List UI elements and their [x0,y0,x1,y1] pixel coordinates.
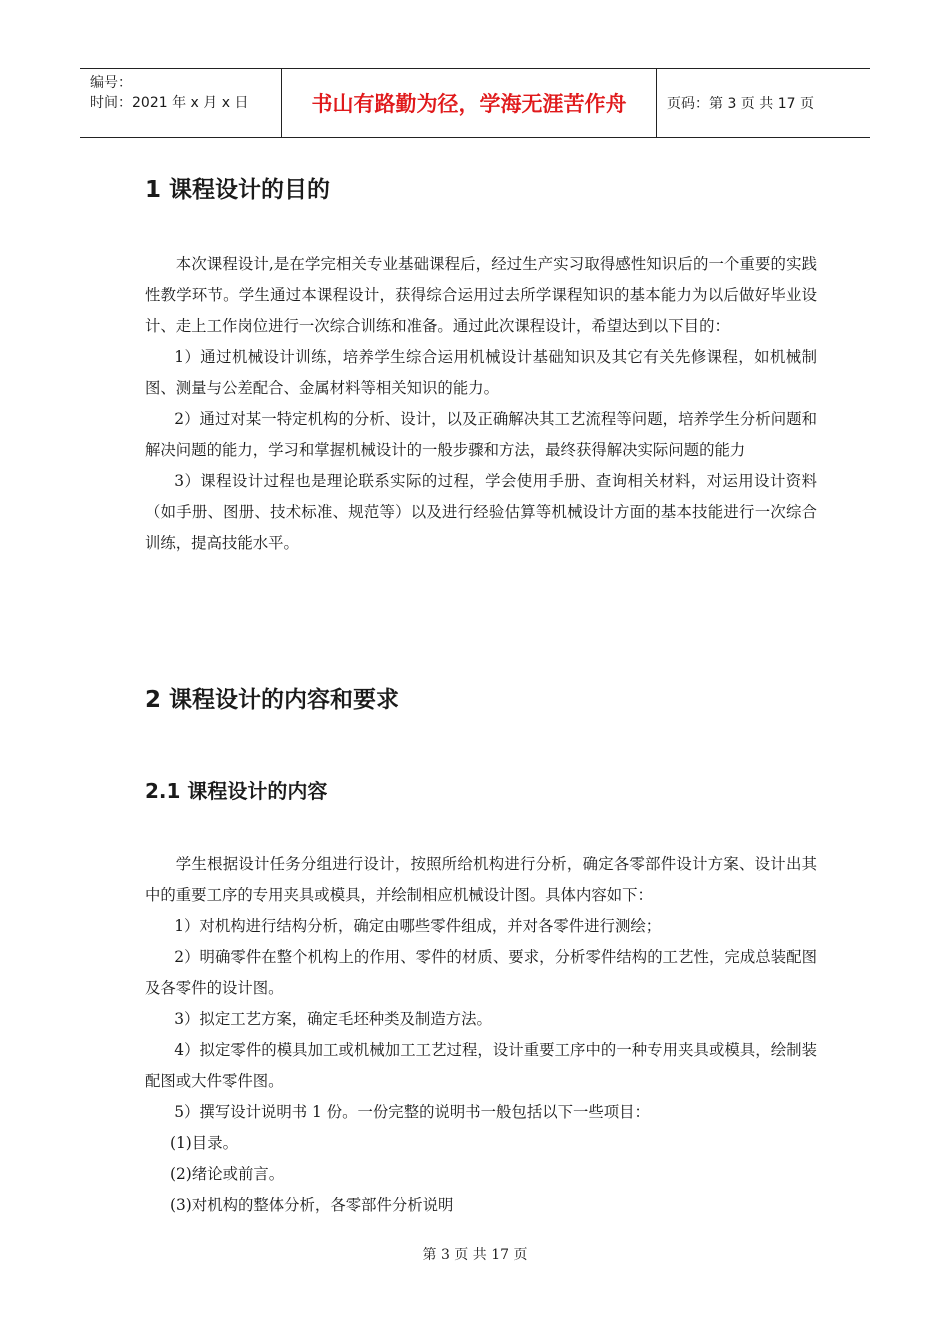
header-meta [80,69,282,137]
header-page-info: 页码：第 3 页 共 17 页 [667,96,814,112]
section-2-item-3: 3）拟定工艺方案，确定毛坯种类及制造方法。 [174,1010,492,1028]
page-footer: 第 3 页 共 17 页 [422,1247,528,1263]
section-1-intro: 本次课程设计,是在学完相关专业基础课程后，经过生产实习取得感性知识后的一个重要的实践性教学环节。学生通过本课程设计，获得综合运用过去所学课程知识的基本能力为以后做好毕业设计、走上工作岗位进行一次综合训练和准备。通过此次课程设计，希望达到以下目的： [145,255,817,335]
section-2-intro: 学生根据设计任务分组进行设计，按照所给机构进行分析，确定各零部件设计方案、设计出其中的重要工序的专用夹具或模具，并绘制相应机械设计图。具体内容如下： [145,855,817,904]
time-label: 时间：2021 年 x 月 x 日 [90,95,249,111]
section-2-item-2: 2）明确零件在整个机构上的作用、零件的材质、要求，分析零件结构的工艺性，完成总装配图及各零件的设计图。 [145,948,817,997]
section-1-item-2: 2）通过对某一特定机构的分析、设计，以及正确解决其工艺流程等问题，培养学生分析问题和解决问题的能力，学习和掌握机械设计的一般步骤和方法，最终获得解决实际问题的能力 [145,410,817,459]
header-motto: 书山有路勤为径，学海无涯苦作舟 [282,69,657,137]
section-2-item-4: 4）拟定零件的模具加工或机械加工工艺过程，设计重要工序中的一种专用夹具或模具，绘制装配图或大件零件图。 [145,1041,817,1090]
section-2-1-body [145,849,817,1221]
section-2-item-5: 5）撰写设计说明书 1 份。一份完整的说明书一般包括以下一些项目： [174,1103,650,1121]
section-2-subitem-2: (2)绪论或前言。 [170,1165,285,1183]
section-2-subitem-1: (1)目录。 [170,1134,238,1152]
section-2-title: 2 课程设计的内容和要求 [145,687,400,713]
header-table [80,68,870,138]
section-1-item-3: 3）课程设计过程也是理论联系实际的过程，学会使用手册、查询相关材料，对运用设计资料（如手册、图册、技术标准、规范等）以及进行经验估算等机械设计方面的基本技能进行一次综合训练，提高技能水平。 [145,472,817,552]
section-2-item-1: 1）对机构进行结构分析，确定由哪些零件组成，并对各零件进行测绘； [174,917,662,935]
section-2-1-title: 2.1 课程设计的内容 [145,779,328,803]
section-1-title: 1 课程设计的目的 [145,177,331,203]
section-1-item-1: 1）通过机械设计训练，培养学生综合运用机械设计基础知识及其它有关先修课程，如机械制图、测量与公差配合、金属材料等相关知识的能力。 [145,348,817,397]
number-label: 编号： [90,75,132,91]
section-1-body [145,249,817,559]
section-2-subitem-3: (3)对机构的整体分析，各零部件分析说明 [170,1196,454,1214]
